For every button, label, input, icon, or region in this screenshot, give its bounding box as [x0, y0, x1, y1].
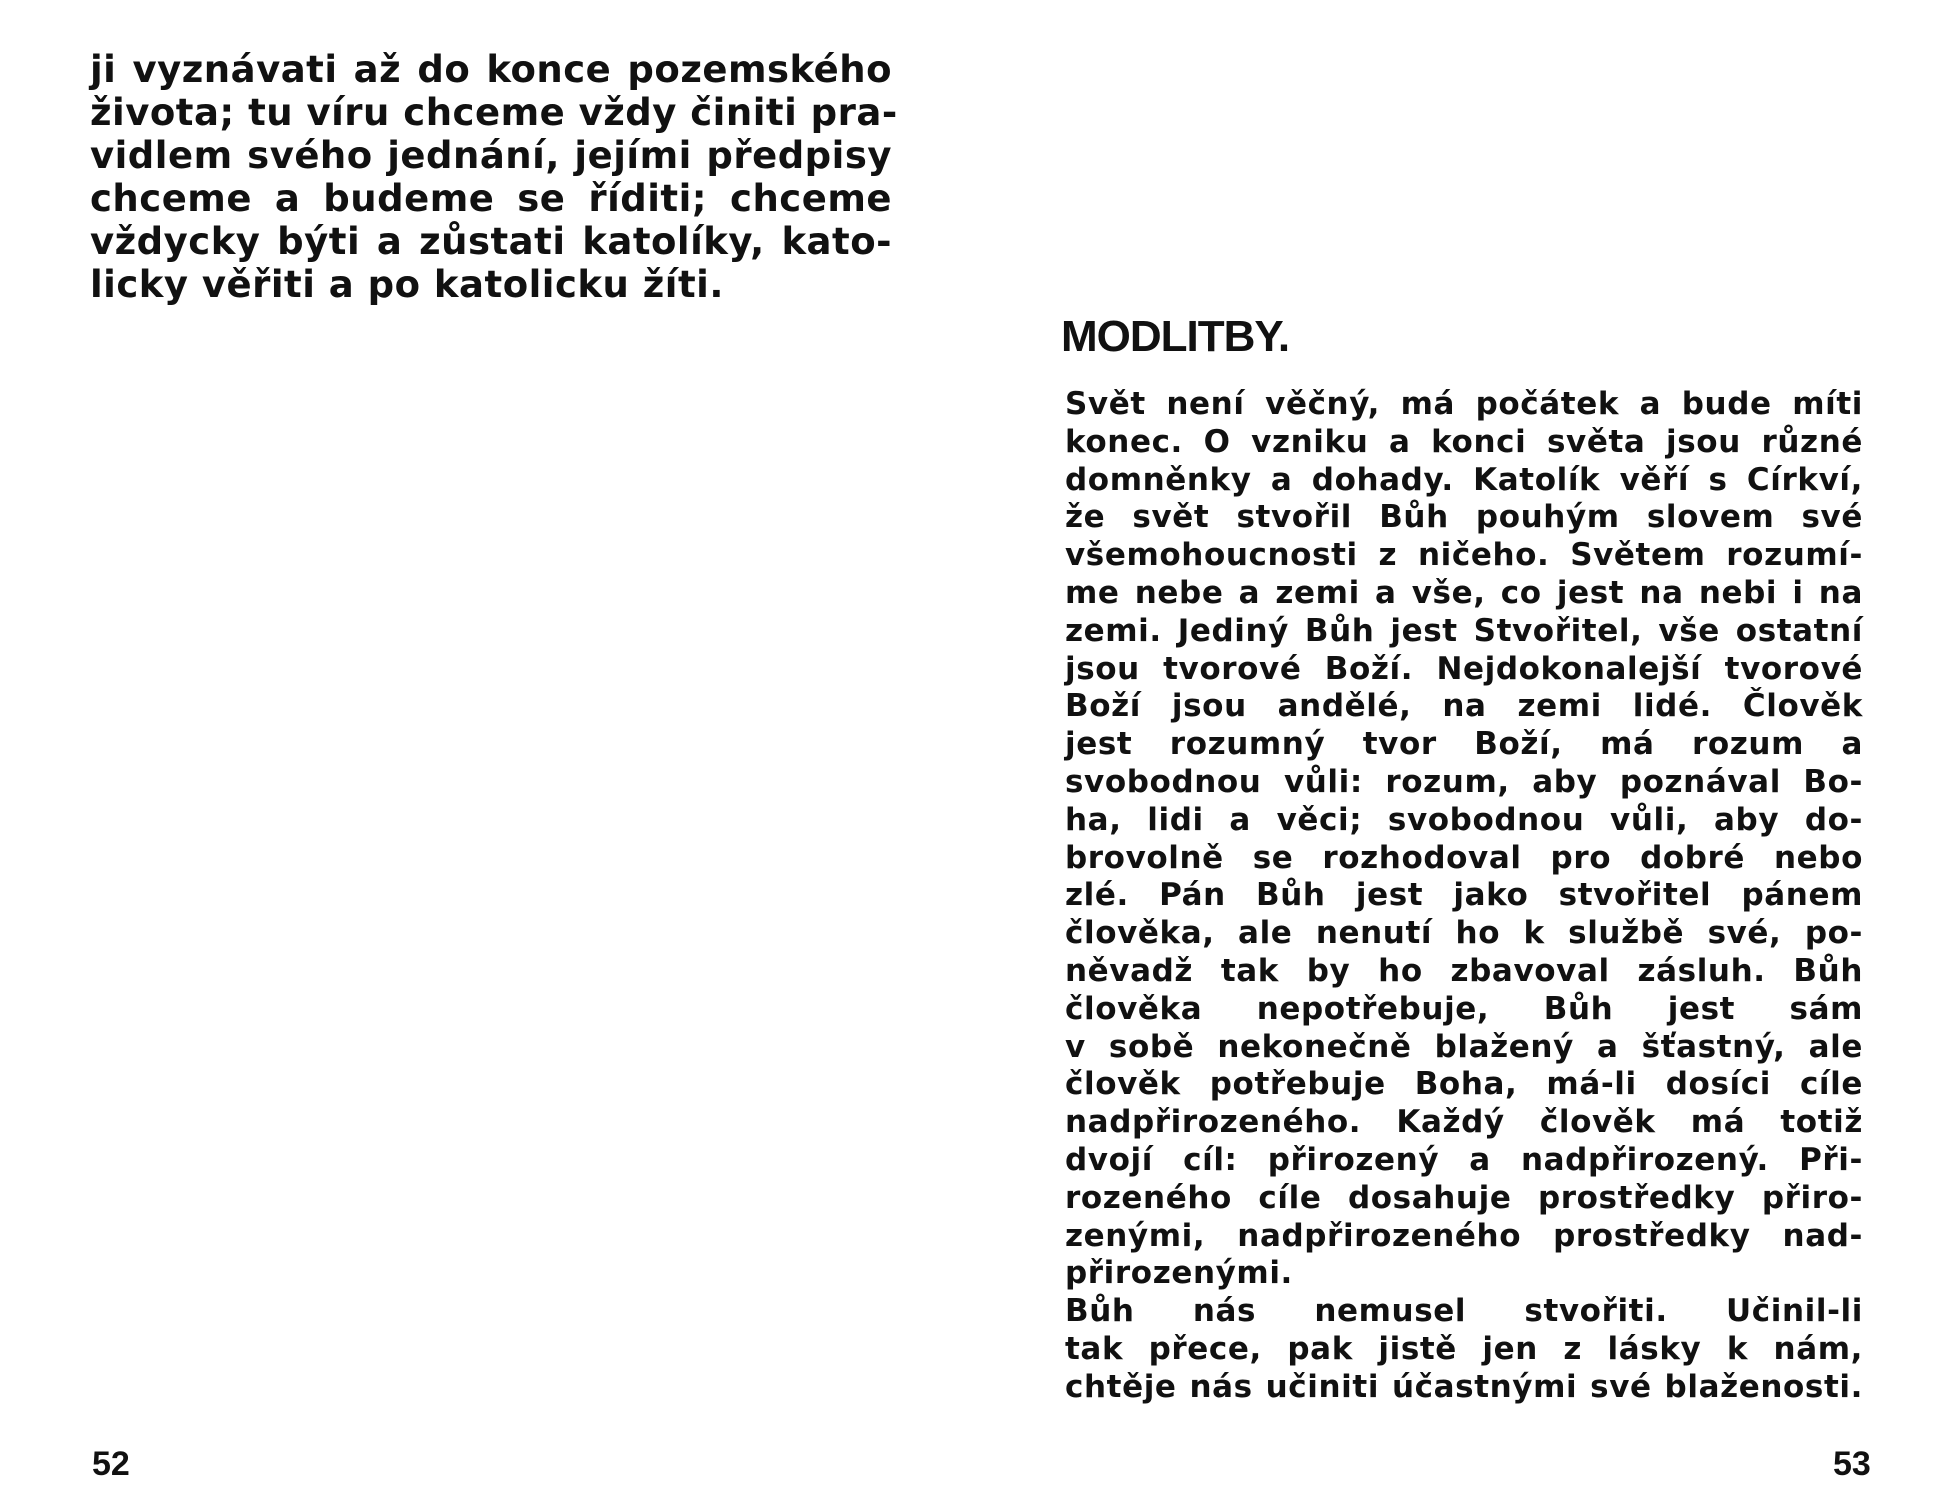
- text-line: tak přece, pak jistě jen z lásky k nám,: [1065, 1330, 1863, 1367]
- text-line: něvadž tak by ho zbavoval zásluh. Bůh: [1065, 952, 1863, 989]
- text-line: zlé. Pán Bůh jest jako stvořitel pánem: [1065, 877, 1863, 914]
- text-line: všemohoucnosti z ničeho. Světem rozumí-: [1065, 537, 1863, 574]
- text-line: člověk potřebuje Boha, má-li dosíci cíle: [1065, 1066, 1863, 1103]
- text-line: zemi. Jediný Bůh jest Stvořitel, vše ostatní: [1065, 612, 1863, 649]
- text-line: Boží jsou andělé, na zemi lidé. Člověk: [1065, 688, 1863, 725]
- text-line: licky věřiti a po katolicku žíti.: [90, 263, 724, 306]
- page-number: 52: [92, 1445, 130, 1483]
- text-line: vidlem svého jednání, jejími předpisy: [90, 134, 892, 177]
- text-line: Svět není věčný, má počátek a bude míti: [1065, 386, 1863, 422]
- text-line: konec. O vzniku a konci světa jsou různé: [1065, 423, 1863, 460]
- text-line: brovolně se rozhodoval pro dobré nebo: [1065, 839, 1863, 876]
- text-line: zenými, nadpřirozeného prostředky nad-: [1065, 1217, 1863, 1254]
- text-line: ha, lidi a věci; svobodnou vůli, aby do-: [1065, 801, 1863, 838]
- text-line: vždycky býti a zůstati katolíky, kato-: [90, 220, 892, 263]
- text-line: chtěje nás učiniti účastnými své blaženosti.: [1065, 1368, 1863, 1405]
- text-line: člověka, ale nenutí ho k službě své, po-: [1065, 915, 1863, 952]
- text-line: rozeného cíle dosahuje prostředky přiro-: [1065, 1179, 1863, 1216]
- text-line: života; tu víru chceme vždy činiti pra-: [90, 91, 898, 134]
- text-line: chceme a budeme se říditi; chceme: [90, 177, 892, 220]
- section-heading: MODLITBY.: [1061, 312, 1290, 361]
- text-line: nadpřirozeného. Každý člověk má totiž: [1065, 1104, 1863, 1141]
- left-page-text: [90, 48, 898, 306]
- text-line: Bůh nás nemusel stvořiti. Učinil-li: [1065, 1293, 1863, 1330]
- text-line: svobodnou vůli: rozum, aby poznával Bo-: [1065, 763, 1863, 800]
- text-line: me nebe a zemi a vše, co jest na nebi i na: [1065, 574, 1863, 611]
- text-line: domněnky a dohady. Katolík věří s Církví,: [1065, 461, 1863, 498]
- right-page-text: [1065, 386, 1863, 1407]
- text-line: v sobě nekonečně blažený a šťastný, ale: [1065, 1028, 1863, 1065]
- text-line: jest rozumný tvor Boží, má rozum a: [1065, 726, 1863, 763]
- text-line: jsou tvorové Boží. Nejdokonalejší tvorové: [1065, 650, 1863, 687]
- text-line: člověka nepotřebuje, Bůh jest sám: [1065, 990, 1863, 1027]
- text-line: že svět stvořil Bůh pouhým slovem své: [1065, 499, 1863, 536]
- right-page: [973, 0, 1946, 1500]
- text-line: dvojí cíl: přirozený a nadpřirozený. Při-: [1065, 1141, 1863, 1178]
- text-line: ji vyznávati až do konce pozemského: [90, 48, 892, 91]
- text-line: přirozenými.: [1065, 1255, 1293, 1292]
- page-number: 53: [1833, 1445, 1871, 1483]
